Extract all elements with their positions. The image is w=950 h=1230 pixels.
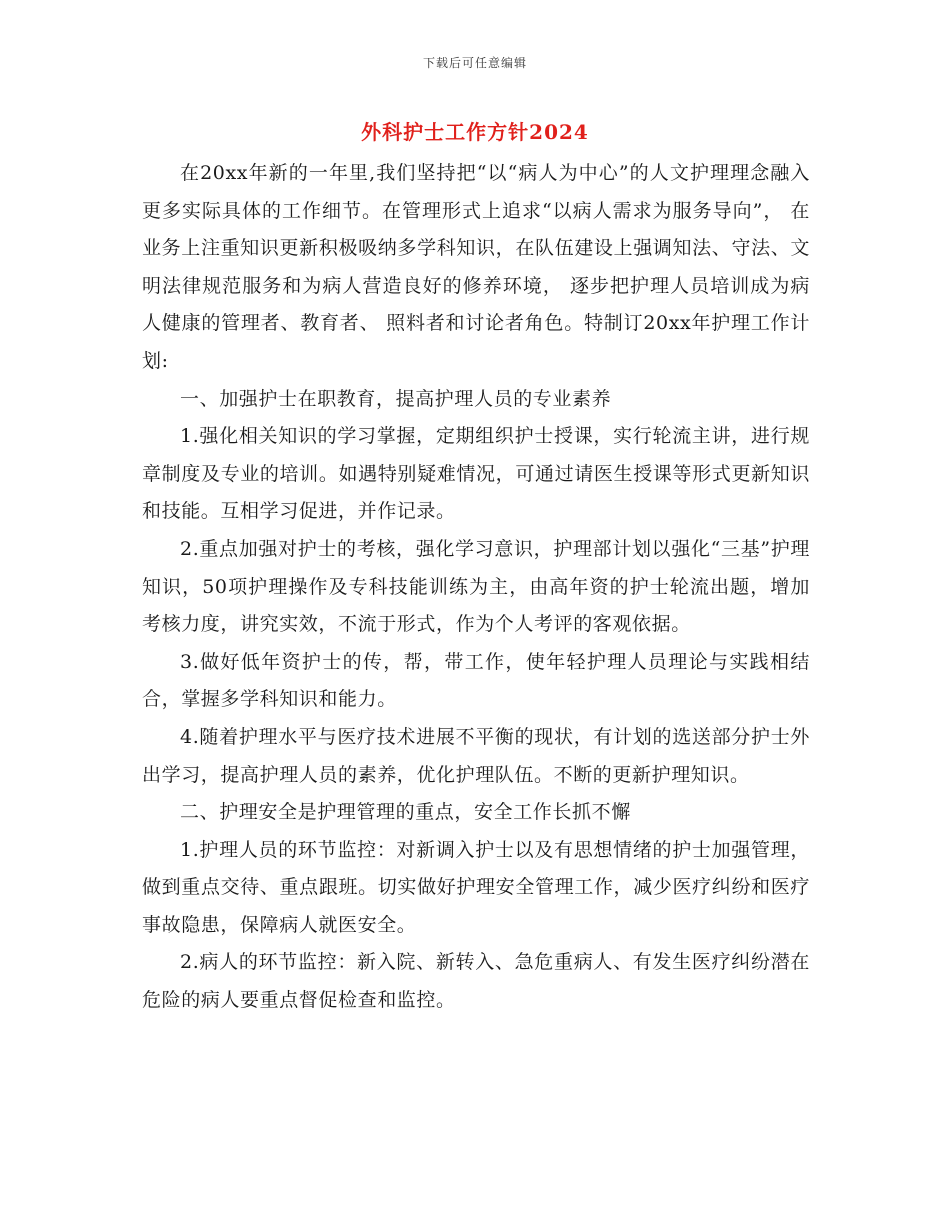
paragraph-1-4: 4.随着护理水平与医疗技术进展不平衡的现状，有计划的选送部分护士外出学习，提高护理人员的素养，优化护理队伍。不断的更新护理知识。 (142, 725, 810, 786)
paragraph-2-2: 2.病人的环节监控：新入院、新转入、急危重病人、有发生医疗纠纷潜在危险的病人要重点督促检查和监控。 (142, 951, 810, 1012)
paragraph-1-3: 3.做好低年资护士的传，帮，带工作，使年轻护理人员理论与实践相结合，掌握多学科知识和能力。 (142, 650, 810, 711)
document-body (142, 155, 810, 1020)
paragraph-1-1: 1.强化相关知识的学习掌握，定期组织护士授课，实行轮流主讲，进行规章制度及专业的培训。如遇特别疑难情况，可通过请医生授课等形式更新知识和技能。互相学习促进，并作记录。 (142, 425, 810, 523)
header-note: 下载后可任意编辑 (422, 56, 527, 70)
document-title: 外科护士工作方针2024 (361, 120, 589, 144)
paragraph-2-1: 1.护理人员的环节监控：对新调入护士以及有思想情绪的护士加强管理，做到重点交待、重点跟班。切实做好护理安全管理工作，减少医疗纠纷和医疗事故隐患，保障病人就医安全。 (142, 838, 810, 936)
section-heading-1: 一、加强护士在职教育，提高护理人员的专业素养 (180, 387, 612, 410)
paragraph-1-2: 2.重点加强对护士的考核，强化学习意识，护理部计划以强化“三基”护理知识，50项护理操作及专科技能训练为主，由高年资的护士轮流出题，增加考核力度，讲究实效，不流于形式，作为个人考评的客观依据。 (142, 537, 810, 636)
intro-paragraph: 在20xx年新的一年里,我们坚持把“以“病人为中心”的人文护理理念融入更多实际具体的工作细节。在管理形式上追求“以病人需求为服务导向”， 在业务上注重知识更新积极吸纳多学科知识，在队伍建设上强调知法、守法、文明法律规范服务和为病人营造良好的修养环境， 逐步把护理人员培训成为病人健康的管理者、教育者、 照料者和讨论者角色。特制订20xx年护理工作计划: (142, 162, 810, 372)
section-heading-2: 二、护理安全是护理管理的重点，安全工作长抓不懈 (180, 801, 631, 824)
